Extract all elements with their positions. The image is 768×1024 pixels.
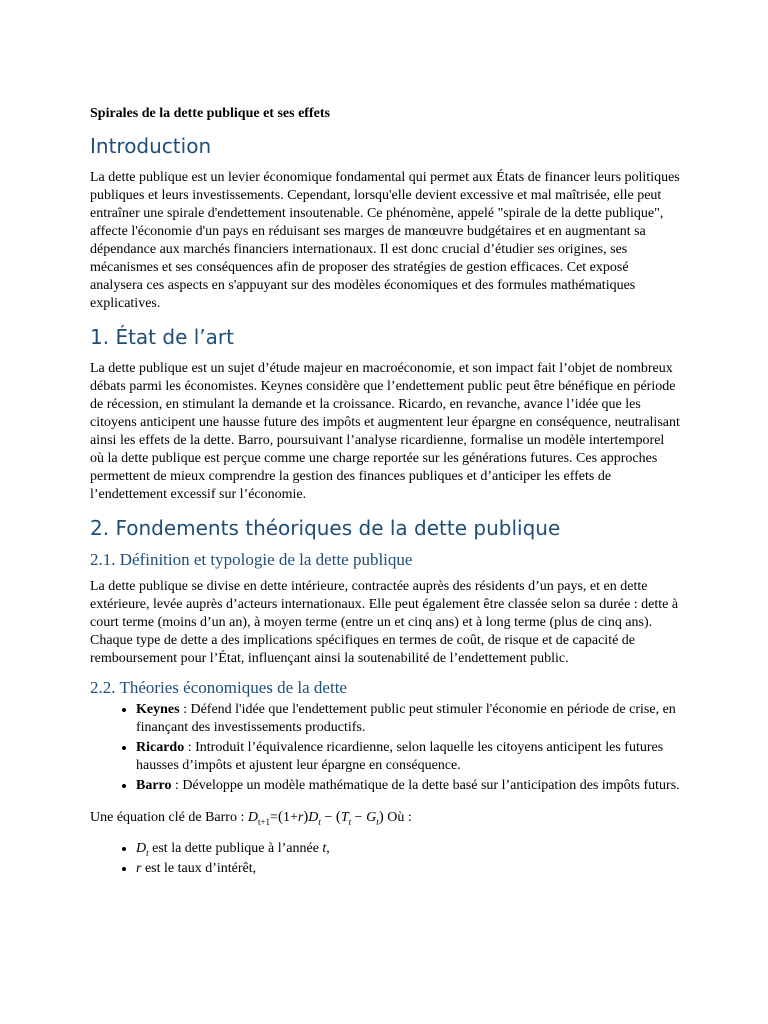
heading-definition-typologie: 2.1. Définition et typologie de la dette publique xyxy=(90,550,413,569)
theory-name: Barro xyxy=(136,778,172,793)
theory-text: : Défend l'idée que l'endettement public peut stimuler l'économie en période de crise, en finançant des investissements productifs. xyxy=(136,702,676,735)
barro-equation: $D_{t+1}=(1+r)D_t - (T_t - G_t)$ xyxy=(247,809,384,827)
heading-fondements-theoriques: 2. Fondements théoriques de la dette publique xyxy=(90,516,561,540)
list-item-barro xyxy=(136,777,680,795)
paragraph-etat-de-l-art: La dette publique est un sujet d’étude majeur en macroéconomie, et son impact fait l’objet de nombreux débats parmi les économistes. Keynes considère que l’endettement public peut être bénéfique en période de récession, en stimulant la demande et la croissance. Ricardo, en revanche, avance l’idée que les citoyens anticipent une hausse future des impôts et augmentent leur épargne en conséquence, neutralisant ainsi les effets de la dette. Barro, poursuivant l’analyse ricardienne, formalise un modèle intertemporel où la dette publique est perçue comme une charge reportée sur les générations futures. Ces approches permettent de mieux comprendre la gestion des finances publiques et d’anticiper les effets de l’endettement excessif sur l’économie. xyxy=(90,361,680,502)
barro-equation-line xyxy=(90,807,680,828)
list-item-ricardo xyxy=(136,739,680,775)
theory-text: : Développe un modèle mathématique de la dette basé sur l’anticipation des impôts futurs. xyxy=(171,778,680,793)
paragraph-definition-typologie: La dette publique se divise en dette intérieure, contractée auprès des résidents d’un pays, et en dette extérieure, levée auprès d’acteurs internationaux. Elle peut également être classée selon sa durée : dette à court terme (moins d’un an), à moyen terme (entre un et cinq ans) et à long terme (plus de cinq ans). Chaque type de dette a des implications spécifiques en termes de coût, de risque et de capacité de remboursement pour l’État, influençant ainsi la soutenabilité de l’endettement public. xyxy=(90,579,679,666)
theory-name: Ricardo xyxy=(136,740,185,755)
theory-name: Keynes xyxy=(136,702,180,717)
heading-introduction: Introduction xyxy=(90,134,212,158)
equation-outro: Où : xyxy=(383,810,412,825)
equation-intro: Une équation clé de Barro : xyxy=(90,810,248,825)
theories-list xyxy=(90,701,680,795)
definitions-list xyxy=(90,840,680,878)
theory-text: : Introduit l’équivalence ricardienne, selon laquelle les citoyens anticipent les futures hausses d’impôts et ajustent leur épargne en conséquence. xyxy=(136,740,664,773)
list-item-keynes xyxy=(136,701,680,737)
list-item-definition-rate: • r est le taux d’intérêt, xyxy=(136,860,680,878)
paragraph-introduction: La dette publique est un levier économique fondamental qui permet aux États de financer leurs politiques publiques et leurs investissements. Cependant, lorsqu'elle devient excessive et mal maîtrisée, elle peut entraîner une spirale d'endettement insoutenable. Ce phénomène, appelé "spirale de la dette publique", affecte l'économie d'un pays en réduisant ses marges de manœuvre budgétaires et en augmentant sa dépendance aux marchés financiers internationaux. Il est donc crucial d’étudier ses origines, ses mécanismes et ses conséquences afin de proposer des stratégies de gestion efficaces. Cet exposé analysera ces aspects en s'appuyant sur des modèles économiques et des formules mathématiques explicatives. xyxy=(90,170,680,311)
list-item-definition-debt: • $D_t$ est la dette publique à l’année t, xyxy=(136,840,680,858)
document-title: Spirales de la dette publique et ses effets xyxy=(90,106,330,121)
heading-theories-economiques: 2.2. Théories économiques de la dette xyxy=(90,678,347,697)
heading-etat-de-l-art: 1. État de l’art xyxy=(90,325,234,349)
